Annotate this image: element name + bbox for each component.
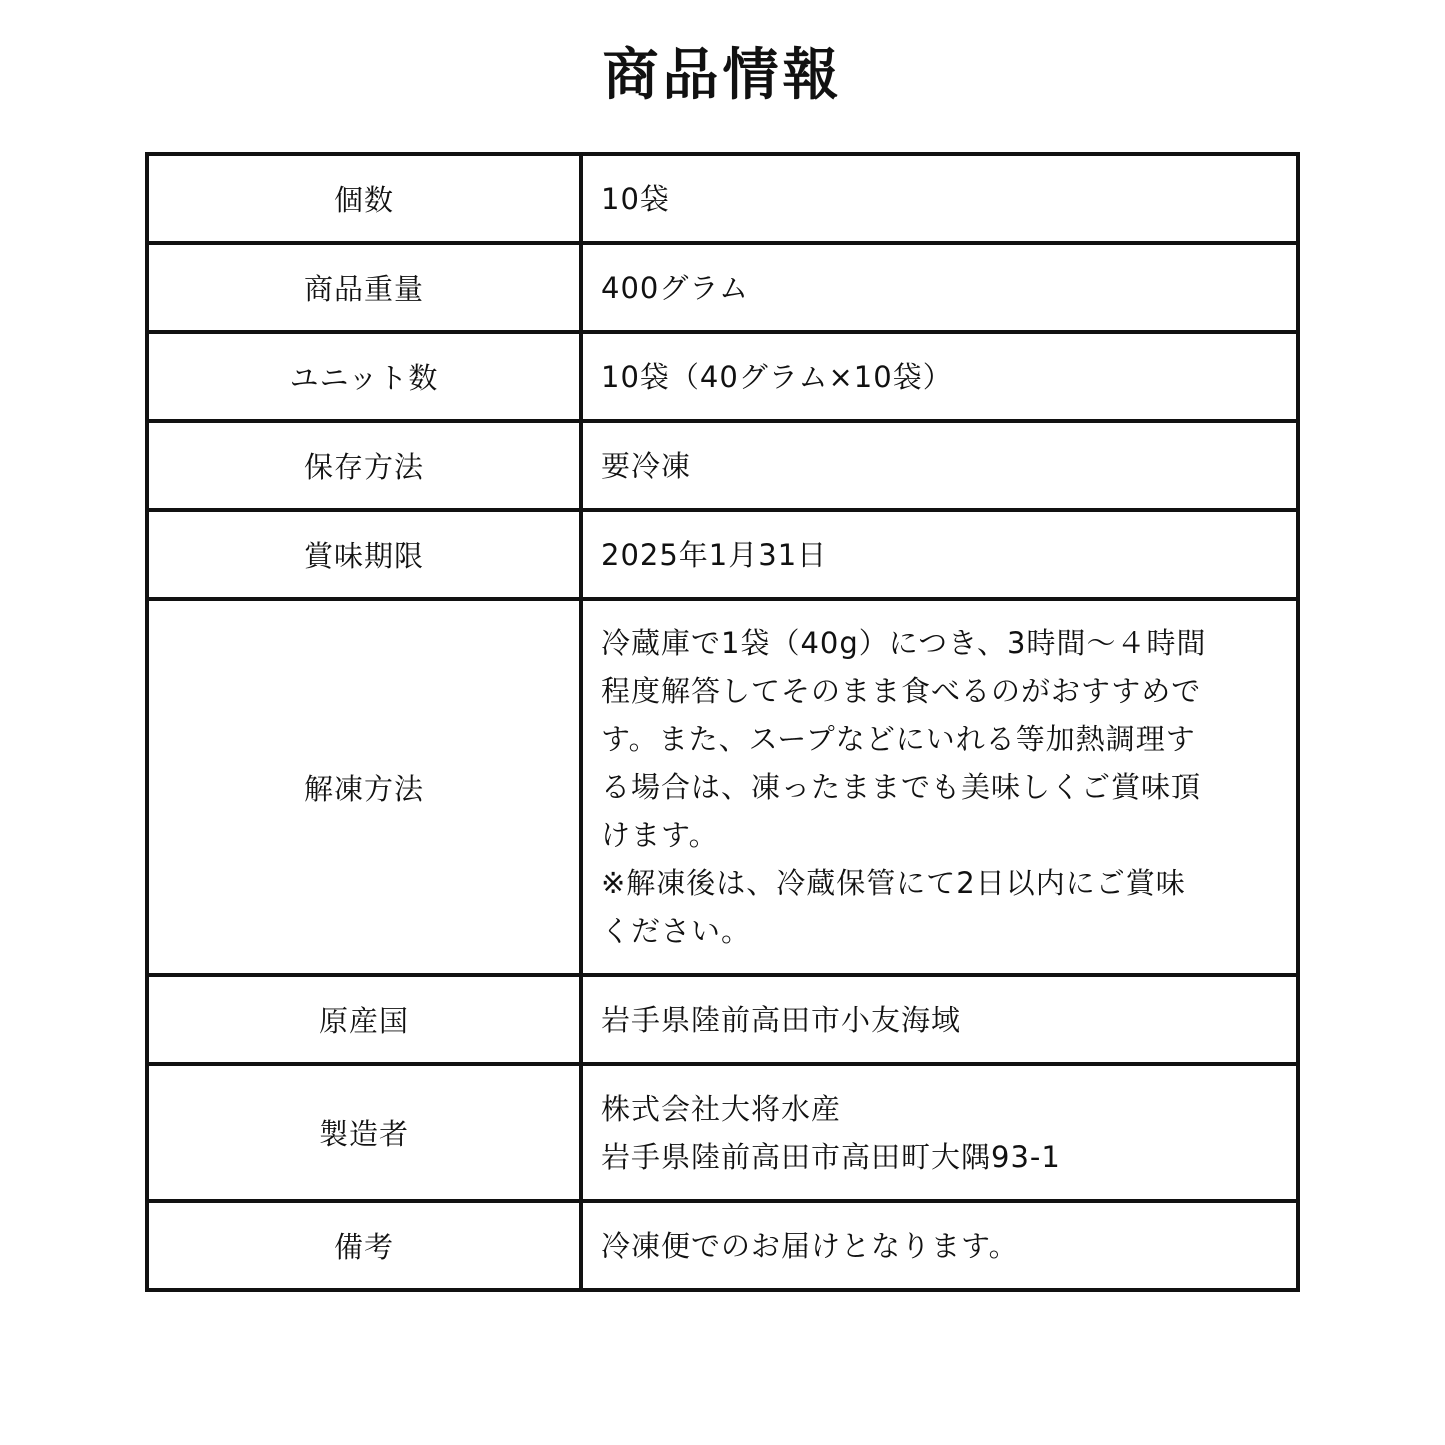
table-row <box>147 1201 1298 1290</box>
table-row <box>147 975 1298 1064</box>
value-line: 2025年1月31日 <box>601 537 828 572</box>
row-label: 賞味期限 <box>147 510 581 599</box>
table-row <box>147 510 1298 599</box>
product-info-table <box>145 152 1300 1292</box>
page-title: 商品情報 <box>602 43 843 108</box>
value-line: 冷凍便でのお届けとなります。 <box>601 1228 1019 1263</box>
value-line: 程度解答してそのまま食べるのがおすすめで <box>601 674 1202 708</box>
row-value <box>581 1064 1298 1201</box>
table-row <box>147 154 1298 243</box>
row-label: 解凍方法 <box>147 599 581 975</box>
row-label: 個数 <box>147 154 581 243</box>
row-value <box>581 510 1298 599</box>
row-value <box>581 599 1298 975</box>
row-label: 原産国 <box>147 975 581 1064</box>
table-row <box>147 332 1298 421</box>
row-label: 製造者 <box>147 1064 581 1201</box>
row-label: 商品重量 <box>147 243 581 332</box>
value-line: 要冷凍 <box>601 448 692 483</box>
row-value <box>581 1201 1298 1290</box>
value-line: 株式会社大将水産 <box>601 1091 842 1126</box>
value-line: 10袋 <box>601 181 670 216</box>
table-row <box>147 1064 1298 1201</box>
row-label: 保存方法 <box>147 421 581 510</box>
value-line: 400グラム <box>601 270 750 305</box>
value-line: 岩手県陸前高田市小友海域 <box>601 1002 962 1037</box>
row-value <box>581 332 1298 421</box>
row-value <box>581 243 1298 332</box>
value-line: ※解凍後は、冷蔵保管にて2日以内にご賞味 <box>601 866 1186 900</box>
row-value <box>581 154 1298 243</box>
value-line: 冷蔵庫で1袋（40g）につき、3時間～４時間 <box>601 626 1207 660</box>
value-line: 岩手県陸前高田市高田町大隅93-1 <box>601 1139 1061 1174</box>
value-line: す。また、スープなどにいれる等加熱調理す <box>601 722 1196 756</box>
value-line: けます。 <box>601 818 719 852</box>
table-row <box>147 421 1298 510</box>
row-label: ユニット数 <box>147 332 581 421</box>
value-line: る場合は、凍ったままでも美味しくご賞味頂 <box>601 770 1202 804</box>
value-line: 10袋（40グラム×10袋） <box>601 359 953 394</box>
table-row <box>147 599 1298 975</box>
table-row <box>147 243 1298 332</box>
row-value <box>581 975 1298 1064</box>
row-value <box>581 421 1298 510</box>
value-line: ください。 <box>601 914 752 948</box>
row-label: 備考 <box>147 1201 581 1290</box>
